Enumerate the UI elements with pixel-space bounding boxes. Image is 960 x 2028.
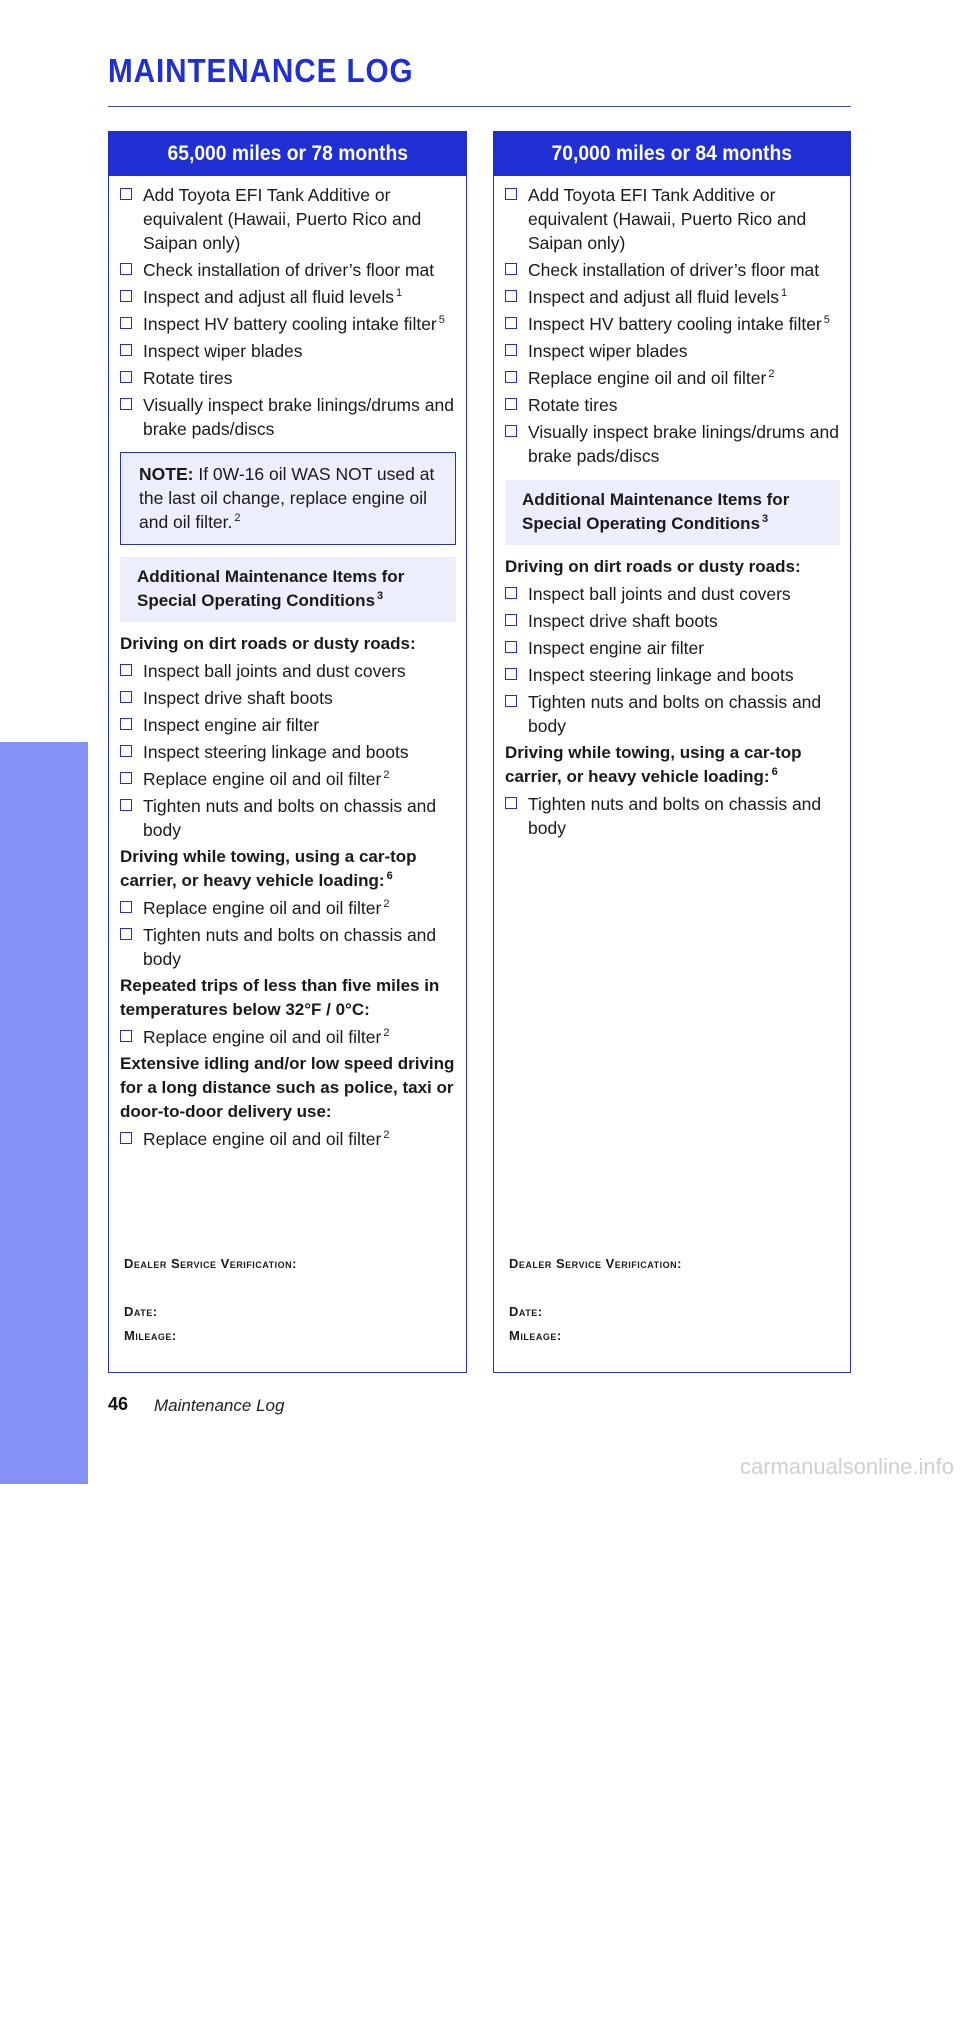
checklist-item xyxy=(120,659,456,683)
checklist-item-text: Replace engine oil and oil filter xyxy=(528,368,767,388)
condition-heading: Driving on dirt roads or dusty roads: xyxy=(505,557,801,576)
condition-heading: Driving while towing, using a car-top carrier, or heavy vehicle loading: $^6$ xyxy=(505,743,802,786)
checkbox-icon[interactable] xyxy=(120,398,132,410)
checkbox-icon[interactable] xyxy=(505,344,517,356)
checklist xyxy=(505,792,840,840)
checklist-item xyxy=(120,686,456,710)
checklist-item-text: Inspect ball joints and dust covers xyxy=(528,584,791,604)
panel-header: 65,000 miles or 78 months xyxy=(109,132,466,176)
page-number: 46 xyxy=(108,1394,129,1414)
condition-heading: Driving while towing, using a car-top carrier, or heavy vehicle loading: $^6$ xyxy=(120,847,417,890)
checklist-item-text: Replace engine oil and oil filter xyxy=(143,1027,382,1047)
checklist-item-text: Replace engine oil and oil filter xyxy=(143,898,382,918)
checkbox-icon[interactable] xyxy=(120,290,132,302)
footnote-ref: 2 xyxy=(383,898,390,911)
panel-header: 70,000 miles or 84 months xyxy=(494,132,850,176)
checklist-item-text: Inspect and adjust all fluid levels xyxy=(528,287,779,307)
additional-items-heading: Additional Maintenance Items for Special Operating Conditions $^3$ xyxy=(120,557,456,622)
checklist-item xyxy=(120,183,456,255)
checklist-item xyxy=(505,312,840,336)
condition-heading: Repeated trips of less than five miles in temperatures below 32°F / 0°C: xyxy=(120,976,440,1019)
checklist xyxy=(120,659,456,842)
checklist-item xyxy=(120,258,456,282)
checkbox-icon[interactable] xyxy=(120,317,132,329)
checklist-item xyxy=(120,923,456,971)
checklist-item xyxy=(505,339,840,363)
checklist xyxy=(505,582,840,738)
checkbox-icon[interactable] xyxy=(120,664,132,676)
footnote-ref: 5 xyxy=(438,314,445,327)
checklist-item xyxy=(505,183,840,255)
checklist-item-text: Inspect and adjust all fluid levels xyxy=(143,287,394,307)
checklist-item xyxy=(120,1127,456,1151)
checklist-item xyxy=(120,713,456,737)
checkbox-icon[interactable] xyxy=(120,772,132,784)
checklist-item-text: Inspect HV battery cooling intake filter xyxy=(143,314,437,334)
footnote-ref: 1 xyxy=(780,287,788,300)
checklist xyxy=(120,1127,456,1151)
checklist-item xyxy=(505,258,840,282)
checklist-item-text: Replace engine oil and oil filter xyxy=(143,1129,382,1149)
checklist xyxy=(120,896,456,971)
footnote-ref: 5 xyxy=(823,314,830,327)
checklist-item xyxy=(120,366,456,390)
checklist-item xyxy=(505,609,840,633)
checklist-item-text: Replace engine oil and oil filter xyxy=(143,769,382,789)
checkbox-icon[interactable] xyxy=(120,188,132,200)
checklist-item-text: Inspect engine air filter xyxy=(143,715,320,735)
checklist xyxy=(120,183,456,441)
note-box: NOTE: If 0W-16 oil WAS NOT used at the last oil change, replace engine oil and oil filter. $^2$ xyxy=(120,452,456,545)
mileage-label: Mileage: xyxy=(509,1328,562,1343)
mileage-label: Mileage: xyxy=(124,1328,177,1343)
checkbox-icon[interactable] xyxy=(120,1132,132,1144)
checklist-item-text: Tighten nuts and bolts on chassis and body xyxy=(528,794,822,838)
checklist-item-text: Inspect engine air filter xyxy=(528,638,705,658)
checkbox-icon[interactable] xyxy=(505,668,517,680)
checklist-item xyxy=(505,366,840,390)
checkbox-icon[interactable] xyxy=(120,691,132,703)
checklist-item-text: Tighten nuts and bolts on chassis and body xyxy=(143,796,437,840)
checklist-item xyxy=(505,663,840,687)
checklist-item-text: Inspect drive shaft boots xyxy=(143,688,333,708)
side-tab xyxy=(0,742,88,2028)
checkbox-icon[interactable] xyxy=(505,188,517,200)
checklist-item-text: Add Toyota EFI Tank Additive or equivalent (Hawaii, Puerto Rico and Saipan only) xyxy=(143,185,422,253)
checklist xyxy=(505,183,840,468)
footnote-ref: 2 xyxy=(383,769,390,782)
checkbox-icon[interactable] xyxy=(120,1030,132,1042)
checklist-item xyxy=(120,285,456,309)
checklist-item xyxy=(505,582,840,606)
condition-heading: Extensive idling and/or low speed driving for a long distance such as police, taxi or door-to-door delivery use: xyxy=(120,1054,455,1121)
checkbox-icon[interactable] xyxy=(505,587,517,599)
checkbox-icon[interactable] xyxy=(120,901,132,913)
checkbox-icon[interactable] xyxy=(505,797,517,809)
footer-section-title: Maintenance Log xyxy=(154,1396,285,1415)
checklist-item-text: Inspect wiper blades xyxy=(143,341,303,361)
panel-65000-miles xyxy=(108,131,467,1373)
checklist-item xyxy=(505,285,840,309)
footnote-ref: 2 xyxy=(768,368,775,381)
checklist-item xyxy=(120,393,456,441)
checklist-item-text: Visually inspect brake linings/drums and brake pads/discs xyxy=(528,422,839,466)
additional-items-heading: Additional Maintenance Items for Special Operating Conditions $^3$ xyxy=(505,480,840,545)
checklist-item-text: Check installation of driver’s floor mat xyxy=(528,260,820,280)
checklist-item-text: Tighten nuts and bolts on chassis and body xyxy=(143,925,437,969)
checklist-item-text: Inspect steering linkage and boots xyxy=(528,665,794,685)
panel-body xyxy=(494,176,850,840)
checklist-item-text: Rotate tires xyxy=(143,368,233,388)
checklist-item xyxy=(120,1025,456,1049)
checklist-item-text: Check installation of driver’s floor mat xyxy=(143,260,435,280)
checkbox-icon[interactable] xyxy=(505,398,517,410)
checklist-item xyxy=(120,740,456,764)
checkbox-icon[interactable] xyxy=(505,614,517,626)
checklist-item xyxy=(505,420,840,468)
side-tab-label: MAINTENANCE xyxy=(21,1688,66,2028)
checklist-item-text: Rotate tires xyxy=(528,395,618,415)
checklist-item-text: Inspect drive shaft boots xyxy=(528,611,718,631)
checkbox-icon[interactable] xyxy=(120,745,132,757)
page-title: MAINTENANCE LOG xyxy=(108,52,414,89)
checkbox-icon[interactable] xyxy=(120,344,132,356)
checkbox-icon[interactable] xyxy=(120,718,132,730)
checkbox-icon[interactable] xyxy=(120,928,132,940)
checklist-item-text: Tighten nuts and bolts on chassis and body xyxy=(528,692,822,736)
checkbox-icon[interactable] xyxy=(505,695,517,707)
watermark: carmanualsonline.info xyxy=(739,1454,954,1479)
checkbox-icon[interactable] xyxy=(505,290,517,302)
checkbox-icon[interactable] xyxy=(505,425,517,437)
checklist-item-text: Inspect wiper blades xyxy=(528,341,688,361)
checklist-item xyxy=(505,393,840,417)
checklist xyxy=(120,1025,456,1049)
panel-70000-miles xyxy=(493,131,851,1373)
checklist-item-text: Add Toyota EFI Tank Additive or equivalent (Hawaii, Puerto Rico and Saipan only) xyxy=(528,185,807,253)
checkbox-icon[interactable] xyxy=(120,263,132,275)
checklist-item-text: Inspect steering linkage and boots xyxy=(143,742,409,762)
checklist-item-text: Inspect ball joints and dust covers xyxy=(143,661,406,681)
dealer-verification-label: Dealer Service Verification: xyxy=(509,1256,682,1271)
footnote-ref: 2 xyxy=(383,1027,390,1040)
dealer-verification-label: Dealer Service Verification: xyxy=(124,1256,297,1271)
checkbox-icon[interactable] xyxy=(505,317,517,329)
checkbox-icon[interactable] xyxy=(505,371,517,383)
checklist-item xyxy=(120,312,456,336)
checklist-item xyxy=(505,636,840,660)
footnote-ref: 2 xyxy=(383,1129,390,1142)
checklist-item xyxy=(505,690,840,738)
checklist-item xyxy=(120,339,456,363)
date-label: Date: xyxy=(124,1304,158,1319)
condition-heading: Driving on dirt roads or dusty roads: xyxy=(120,634,416,653)
checkbox-icon[interactable] xyxy=(120,371,132,383)
title-divider xyxy=(108,106,851,107)
checklist-item xyxy=(505,792,840,840)
checklist-item xyxy=(120,767,456,791)
footnote-ref: 1 xyxy=(395,287,403,300)
checklist-item xyxy=(120,794,456,842)
panel-body xyxy=(109,176,466,1151)
checklist-item-text: Visually inspect brake linings/drums and brake pads/discs xyxy=(143,395,454,439)
checkbox-icon[interactable] xyxy=(505,263,517,275)
checklist-item-text: Inspect HV battery cooling intake filter xyxy=(528,314,822,334)
checklist-item xyxy=(120,896,456,920)
checkbox-icon[interactable] xyxy=(120,799,132,811)
checkbox-icon[interactable] xyxy=(505,641,517,653)
date-label: Date: xyxy=(509,1304,543,1319)
